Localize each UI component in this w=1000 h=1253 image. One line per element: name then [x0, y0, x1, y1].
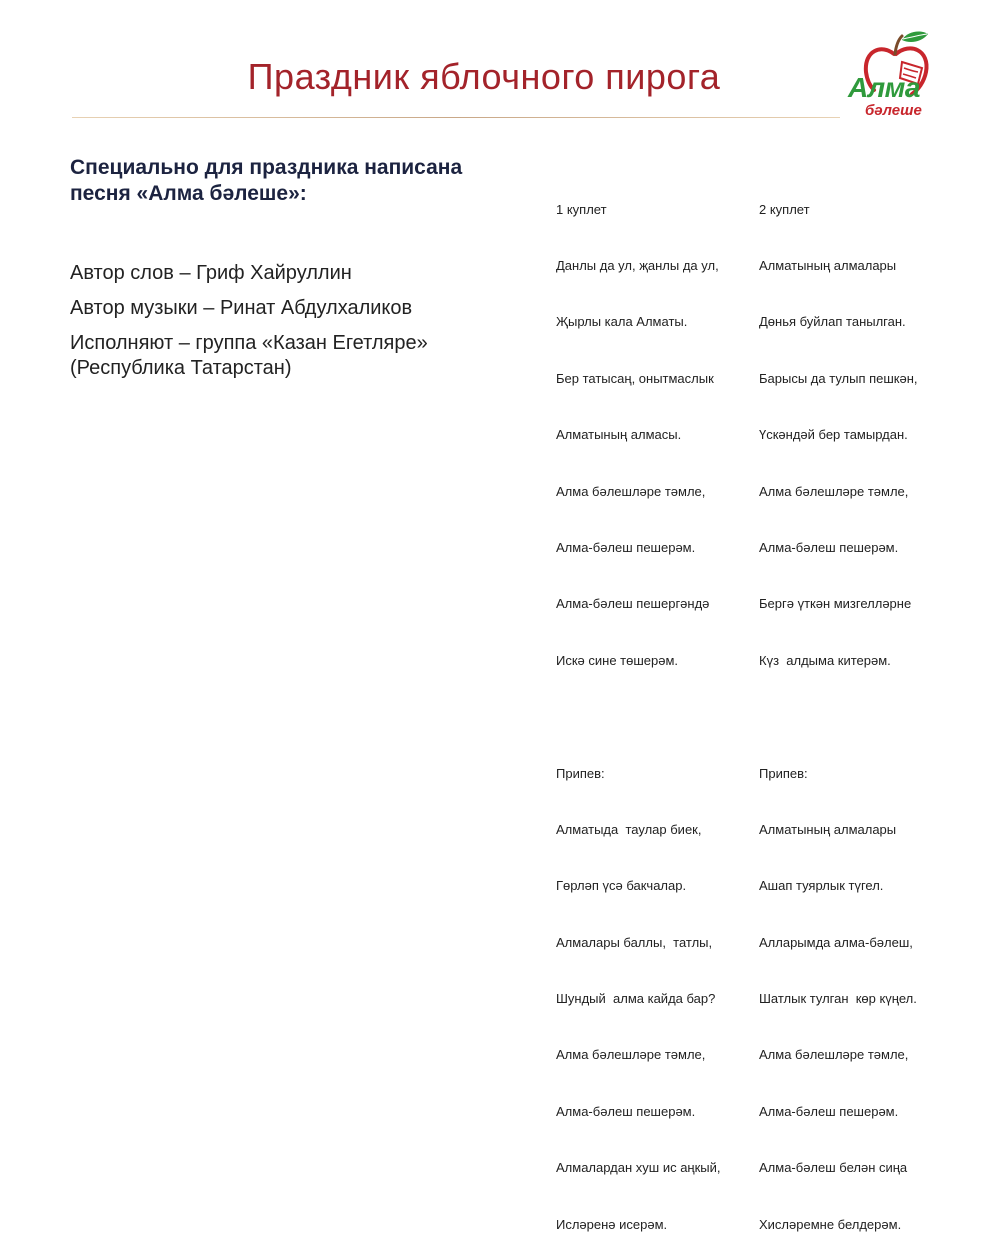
chorus-line: Хисләремне белдерәм. [759, 1216, 902, 1232]
verse-line: Искә сине төшерәм. [556, 652, 679, 668]
chorus-line: Алмалары баллы, татлы, [556, 934, 713, 950]
chorus-line: Шундый алма кайда бар? [556, 991, 716, 1007]
logo-word-baleshe: бәлеше [865, 102, 922, 119]
title-divider [72, 117, 840, 118]
verse-line: Алма-бәлеш пешерәм. [556, 539, 696, 555]
chorus-line: Алларымда алма-бәлеш, [759, 934, 913, 950]
lyrics-column-2 [759, 163, 918, 1253]
chorus-line: Ашап туярлык түгел. [759, 878, 884, 894]
verse-line: Алматының алмасы. [556, 427, 682, 443]
verse-line: Алматының алмалары [759, 257, 897, 273]
verse-heading: 1 куплет [556, 201, 607, 217]
credit-performers: Исполняют – группа «Казан Егетляре» (Республика Татарстан) [70, 332, 428, 379]
chorus-line: Алматыда таулар биек, [556, 821, 702, 837]
intro-heading: Специально для праздника написана песня «Алма бәлеше»: [70, 156, 463, 205]
chorus-line: Алма бәлешләре тәмле, [759, 1047, 909, 1063]
chorus-line: Алмалардан хуш ис аңкый, [556, 1160, 721, 1176]
chorus-line: Алма-бәлеш белән сиңа [759, 1160, 908, 1176]
verse-line: Алма-бәлеш пешерәм. [759, 539, 899, 555]
verse-line: Алма бәлешләре тәмле, [759, 483, 909, 499]
credit-lyrics-author: Автор слов – Гриф Хайруллин [70, 262, 352, 284]
verse-line: Данлы да ул, җанлы да ул, [556, 257, 719, 273]
chorus-line: Алма бәлешләре тәмле, [556, 1047, 706, 1063]
verse-line: Күз алдыма китерәм. [759, 652, 891, 668]
chorus-line: Гөрләп үсә бакчалар. [556, 878, 687, 894]
slide-title: Праздник яблочного пирога [247, 56, 721, 97]
lyrics-column-1 [556, 163, 721, 1253]
chorus-heading: Припев: [759, 765, 808, 781]
logo-word-alma: Алма [848, 72, 920, 103]
verse-line: Бергә үткән мизгелләрне [759, 596, 912, 612]
chorus-line: Алма-бәлеш пешерәм. [556, 1103, 696, 1119]
stanza-gap [556, 708, 721, 727]
chorus-line: Исләренә исерәм. [556, 1216, 668, 1232]
chorus-line: Шатлык тулган көр күңел. [759, 991, 917, 1007]
credit-music-author: Автор музыки – Ринат Абдулхаликов [70, 297, 413, 319]
song-info [70, 155, 510, 391]
verse-line: Җырлы кала Алматы. [556, 314, 688, 330]
verse-line: Үскәндәй бер тамырдан. [759, 427, 908, 443]
verse-line: Дөнья буйлап танылган. [759, 314, 906, 330]
chorus-heading: Припев: [556, 765, 605, 781]
stanza-gap [759, 708, 918, 727]
verse-line: Бер татысаң, онытмаслык [556, 370, 714, 386]
chorus-line: Алма-бәлеш пешерәм. [759, 1103, 899, 1119]
verse-line: Алма бәлешләре тәмле, [556, 483, 706, 499]
verse-heading: 2 куплет [759, 201, 810, 217]
verse-line: Барысы да тулып пешкән, [759, 370, 918, 386]
verse-line: Алма-бәлеш пешергәндә [556, 596, 710, 612]
chorus-line: Алматының алмалары [759, 821, 897, 837]
